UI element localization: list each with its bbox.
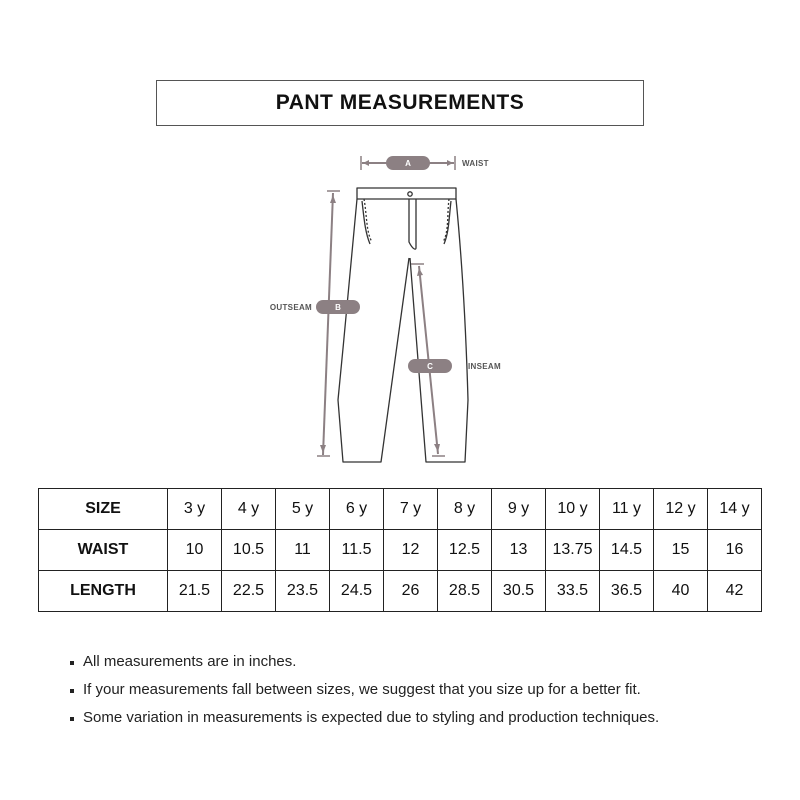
waist-cell: 10: [168, 530, 222, 571]
waist-cell: 16: [708, 530, 762, 571]
length-cell: 22.5: [222, 571, 276, 612]
size-cell: 10 y: [546, 489, 600, 530]
waist-letter: A: [405, 159, 411, 168]
inseam-measure: [408, 264, 501, 456]
waist-cell: 13: [492, 530, 546, 571]
length-cell: 24.5: [330, 571, 384, 612]
inseam-letter: C: [427, 362, 433, 371]
note-item: Some variation in measurements is expected due to styling and production techniques.: [70, 704, 770, 732]
outseam-letter: B: [335, 303, 341, 312]
waist-cell: 11: [276, 530, 330, 571]
waist-row-header: WAIST: [39, 530, 168, 571]
page-title: PANT MEASUREMENTS: [156, 80, 644, 126]
length-row-header: LENGTH: [39, 571, 168, 612]
length-cell: 21.5: [168, 571, 222, 612]
waist-cell: 12: [384, 530, 438, 571]
waist-cell: 14.5: [600, 530, 654, 571]
pants-outline: [338, 188, 468, 462]
inseam-label: INSEAM: [468, 362, 501, 371]
size-row-header: SIZE: [39, 489, 168, 530]
size-cell: 14 y: [708, 489, 762, 530]
length-cell: 42: [708, 571, 762, 612]
length-row: [39, 571, 762, 612]
waist-cell: 15: [654, 530, 708, 571]
size-cell: 8 y: [438, 489, 492, 530]
outseam-measure: [270, 191, 360, 456]
size-cell: 6 y: [330, 489, 384, 530]
size-cell: 12 y: [654, 489, 708, 530]
size-cell: 7 y: [384, 489, 438, 530]
waist-row: [39, 530, 762, 571]
size-cell: 11 y: [600, 489, 654, 530]
length-cell: 28.5: [438, 571, 492, 612]
pant-diagram: [0, 140, 800, 480]
pant-illustration: [0, 140, 800, 480]
length-cell: 36.5: [600, 571, 654, 612]
waist-label: WAIST: [462, 159, 489, 168]
size-cell: 5 y: [276, 489, 330, 530]
note-item: All measurements are in inches.: [70, 648, 770, 676]
length-cell: 33.5: [546, 571, 600, 612]
size-cell: 9 y: [492, 489, 546, 530]
size-row: [39, 489, 762, 530]
size-cell: 3 y: [168, 489, 222, 530]
waist-cell: 12.5: [438, 530, 492, 571]
waist-measure: [361, 156, 489, 170]
size-cell: 4 y: [222, 489, 276, 530]
length-cell: 40: [654, 571, 708, 612]
waist-cell: 11.5: [330, 530, 384, 571]
note-item: If your measurements fall between sizes, we suggest that you size up for a better fit.: [70, 676, 770, 704]
waist-cell: 10.5: [222, 530, 276, 571]
length-cell: 30.5: [492, 571, 546, 612]
outseam-label: OUTSEAM: [269, 303, 312, 312]
notes-list: [70, 648, 770, 732]
size-table: [38, 488, 762, 612]
waist-cell: 13.75: [546, 530, 600, 571]
length-cell: 26: [384, 571, 438, 612]
length-cell: 23.5: [276, 571, 330, 612]
